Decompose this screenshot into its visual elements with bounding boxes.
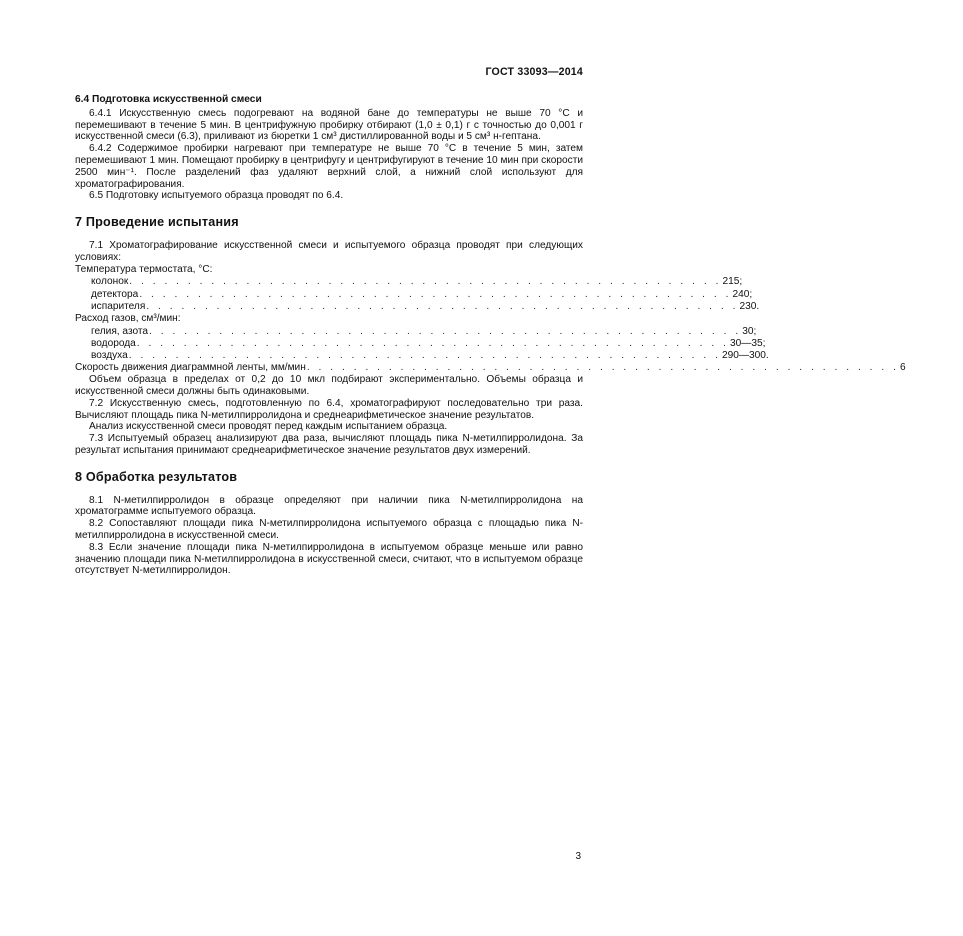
condition-label: гелия, азота — [91, 325, 149, 337]
conditions-list — [75, 264, 906, 375]
leader-dots: . . . . . . . . . . . . . . . . . . . . . . . . . . . . . . . . . . . . . . . . . . . . . . . . . . . — [129, 276, 722, 288]
condition-label: испарителя — [91, 300, 146, 312]
section-title-7: 7 Проведение испытания — [75, 215, 239, 230]
paragraph-volume: Объем образца в пределах от 0,2 до 10 мкл подбирают экспериментально. Объемы образца и искусственной смеси должны быть одинаковыми. — [75, 374, 583, 398]
condition-value: 30—35; — [729, 337, 766, 349]
condition-label: водорода — [91, 337, 136, 349]
page-number: 3 — [575, 851, 581, 862]
condition-row — [75, 288, 753, 300]
leader-dots: . . . . . . . . . . . . . . . . . . . . . . . . . . . . . . . . . . . . . . . . . . . . . . . . . . . — [136, 337, 729, 349]
subsection-title-6-4: 6.4 Подготовка искусственной смеси — [75, 94, 262, 105]
condition-label: детектора — [91, 288, 139, 300]
document-code: ГОСТ 33093—2014 — [485, 66, 583, 78]
condition-row — [75, 300, 760, 312]
condition-row — [75, 337, 766, 349]
paragraph-8-3: 8.3 Если значение площади пика N-метилпирролидона в испытуемом образце меньше или равно значению площади пика N-метилпирролидона в искусственной смеси, считают, что в испытуемом образце отсутствует N-метилпирролидон. — [75, 541, 583, 577]
paragraph-7-2: 7.2 Искусственную смесь, подготовленную по 6.4, хроматографируют последовательно три раза. Вычисляют площадь пика N-метилпирролидона и среднеарифметическое значение результатов. — [75, 397, 583, 421]
condition-value: 6 — [899, 362, 906, 374]
condition-label: воздуха — [91, 350, 128, 362]
leader-dots: . . . . . . . . . . . . . . . . . . . . . . . . . . . . . . . . . . . . . . . . . . . . . . . . . . . — [146, 300, 739, 312]
condition-value: 230. — [739, 300, 760, 312]
paragraph-8-2: 8.2 Сопоставляют площади пика N-метилпирролидона испытуемого образца с площадью пика N-метилпирролидона в искусственной смеси. — [75, 518, 583, 541]
gas-heading — [75, 313, 583, 325]
paragraph-6-4-2: 6.4.2 Содержимое пробирки нагревают при температуре не выше 70 °С в течение 5 мин, затем перемешивают 1 мин. Помещают пробирку в центрифугу и центрифугируют в течение 10 мин при скорости 2500 мин⁻¹. После разделений фаз удаляют верхний слой, а нижний слой используют для хроматографирования. — [75, 143, 583, 190]
paragraph-6-4-1: 6.4.1 Искусственную смесь подогревают на водяной бане до температуры не выше 70 °С и перемешивают в течение 5 мин. В центрифужную пробирку отбирают (1,0 ± 0,1) г с точностью до 0,001 г искусственной смеси (6.3), приливают из бюретки 1 см³ дистиллированной воды и 5 см³ н-гептана. — [75, 107, 583, 143]
condition-row-tape — [75, 362, 906, 374]
paragraph-7-1: 7.1 Хроматографирование искусственной смеси и испытуемого образца проводят при следующих условиях: — [75, 239, 583, 263]
paragraph-analysis: Анализ искусственной смеси проводят перед каждым испытанием образца. — [89, 421, 448, 433]
leader-dots: . . . . . . . . . . . . . . . . . . . . . . . . . . . . . . . . . . . . . . . . . . . . . . . . . . . — [128, 350, 721, 362]
leader-dots: . . . . . . . . . . . . . . . . . . . . . . . . . . . . . . . . . . . . . . . . . . . . . . . . . . . — [149, 325, 742, 337]
paragraph-8-1: 8.1 N-метилпирролидон в образце определяют при наличии пика N-метилпирролидона на хроматограмме испытуемого образца. — [75, 494, 583, 518]
condition-row — [75, 325, 757, 337]
paragraph-7-3: 7.3 Испытуемый образец анализируют два раза, вычисляют площадь пика N-метилпирролидона. За результат испытания принимают среднеарифметическое значение результатов двух измерений. — [75, 433, 583, 457]
thermostat-label: Температура термостата, °С: — [75, 264, 213, 276]
condition-value: 290—300. — [721, 350, 769, 362]
paragraph-6-5: 6.5 Подготовку испытуемого образца проводят по 6.4. — [89, 190, 344, 202]
condition-row — [75, 350, 769, 362]
condition-label: колонок — [91, 276, 129, 288]
gas-label: Расход газов, см³/мин: — [75, 313, 181, 325]
document-body — [75, 94, 906, 577]
leader-dots: . . . . . . . . . . . . . . . . . . . . . . . . . . . . . . . . . . . . . . . . . . . . . . . . . . . — [139, 288, 732, 300]
condition-value: 240; — [732, 288, 753, 300]
condition-value: 30; — [742, 325, 757, 337]
condition-row — [75, 276, 743, 288]
condition-value: 215; — [722, 276, 743, 288]
leader-dots: . . . . . . . . . . . . . . . . . . . . . . . . . . . . . . . . . . . . . . . . . . . . . . . . . . . — [306, 362, 899, 374]
condition-label: Скорость движения диаграммной ленты, мм/мин — [75, 362, 306, 374]
section-title-8: 8 Обработка результатов — [75, 469, 238, 484]
thermostat-heading — [75, 264, 583, 276]
